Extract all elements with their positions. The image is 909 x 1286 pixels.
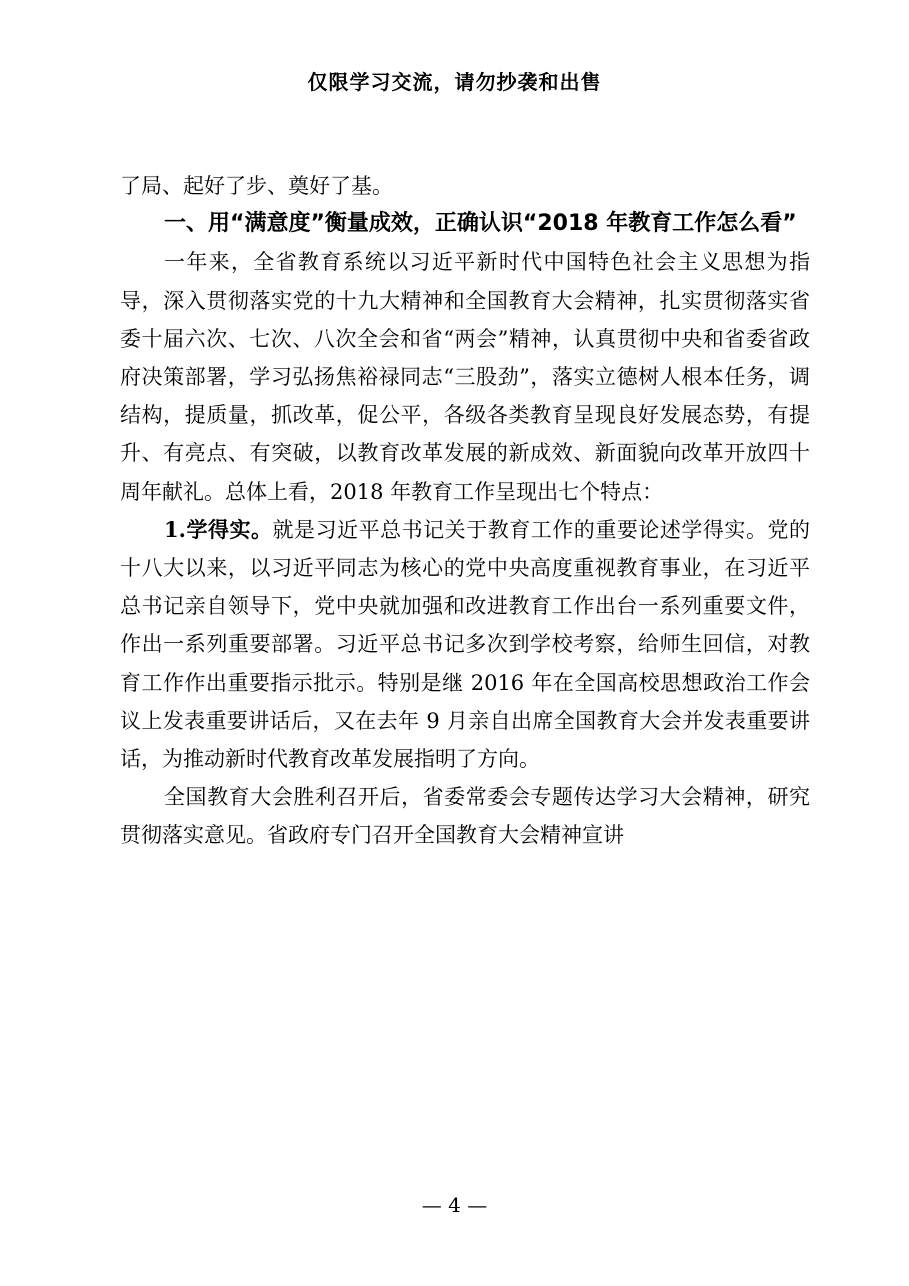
document-body	[120, 167, 810, 855]
paragraph-continuation: 了局、起好了步、奠好了基。	[120, 174, 393, 198]
section-heading: 一、用“满意度”衡量成效，正确认识“2018 年教育工作怎么看”	[164, 211, 797, 237]
page-number: — 4 —	[421, 1193, 488, 1217]
point-1-lead: 1.学得实。	[164, 516, 273, 542]
paragraph-conference: 全国教育大会胜利召开后，省委常委会专题传达学习大会精神，研究贯彻落实意见。省政府专门召开全国教育大会精神宣讲	[120, 785, 810, 848]
point-1-text: 就是习近平总书记关于教育工作的重要论述学得实。党的十八大以来，以习近平同志为核心的党中央高度重视教育事业，在习近平总书记亲自领导下，党中央就加强和改进教育工作出台一系列重要文件，作出一系列重要部署。习近平总书记多次到学校考察，给师生回信，对教育工作作出重要指示批示。特别是继 2016 年在全国高校思想政治工作会议上发表重要讲话后，又在去年 9 月亲自出席全国教育大会并发表重要讲话，为推动新时代教育改革发展指明了方向。	[120, 517, 810, 772]
paragraph-point-1	[120, 511, 810, 778]
page-header-notice: 仅限学习交流，请勿抄袭和出售	[307, 70, 602, 94]
paragraph-overview: 一年来，全省教育系统以习近平新时代中国特色社会主义思想为指导，深入贯彻落实党的十九大精神和全国教育大会精神，扎实贯彻落实省委十届六次、七次、八次全会和省“两会”精神，认真贯彻中央和省委省政府决策部署，学习弘扬焦裕禄同志“三股劲”，落实立德树人根本任务，调结构，提质量，抓改革，促公平，各级各类教育呈现良好发展态势，有提升、有亮点、有突破，以教育改革发展的新成效、新面貌向改革开放四十周年献礼。总体上看，2018 年教育工作呈现出七个特点：	[120, 250, 810, 504]
